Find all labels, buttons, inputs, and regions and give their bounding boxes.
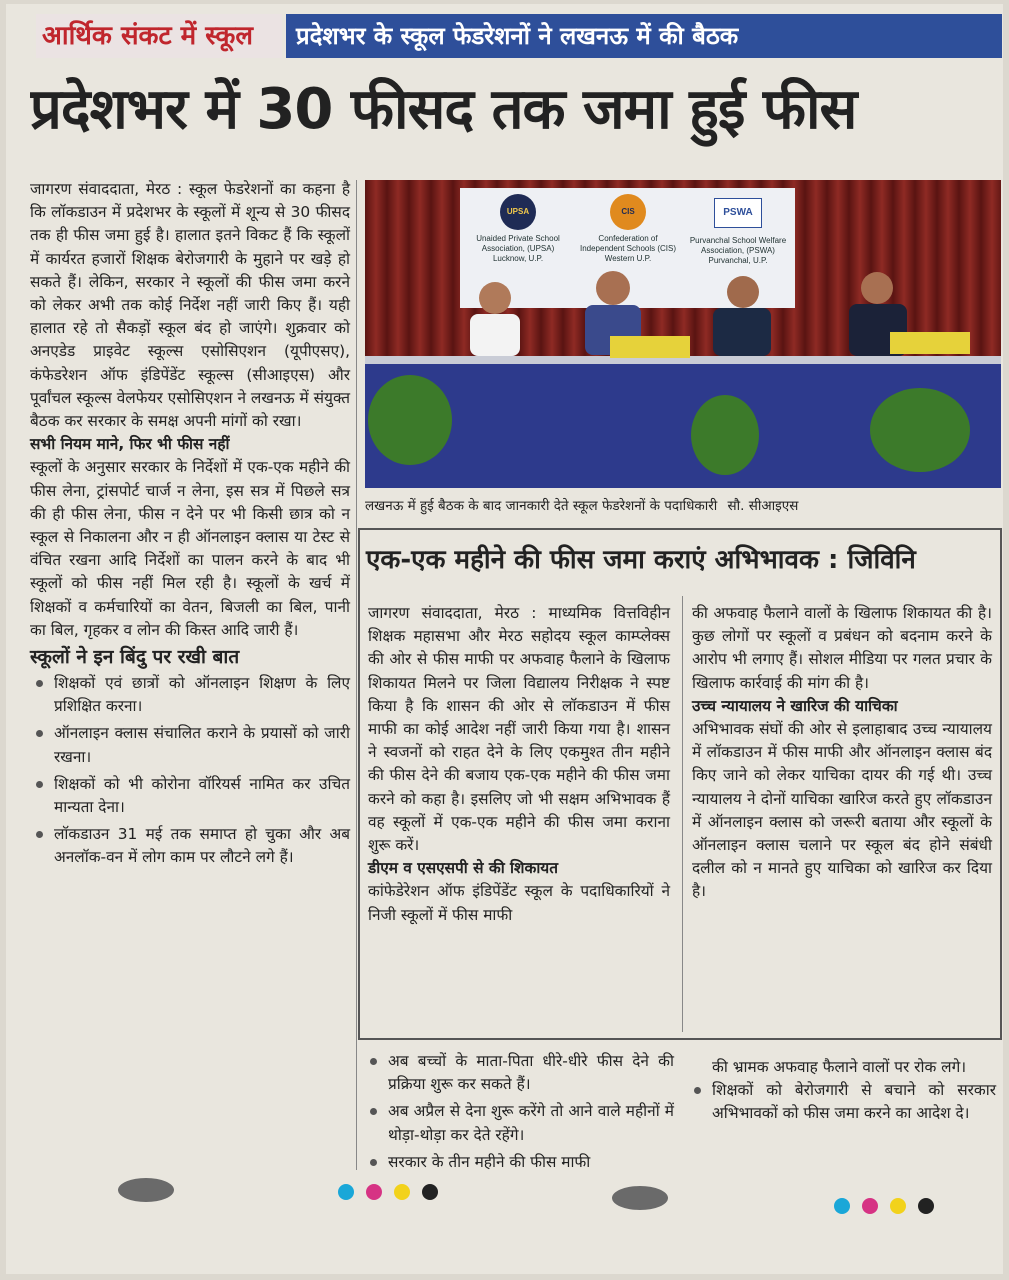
main-story-subhead-1: सभी नियम माने, फिर भी फीस नहीं [30,435,230,454]
box-story-subhead-1: डीएम व एसएसपी से की शिकायत [368,859,559,878]
box-column-rule [682,596,683,1032]
box-story-left-column [368,602,670,927]
meeting-photo [365,180,1001,488]
cis-logo: CIS [610,194,646,230]
box-story-paragraph-4: अभिभावक संघों की ओर से इलाहाबाद उच्च न्यायालय में लॉकडाउन में फीस माफी और ऑनलाइन क्लास बंद किए जाने को लेकर याचिका दायर की गई थी। उच्च न्यायालय ने दोनों याचिका खारिज करते हुए लॉकडाउन में ऑनलाइन क्लास को जरूरी बताया और स्कूलों के ऑनलाइन क्लास चलाने पर स्कूल बंद होने संबंधी दलील को न मानते हुए याचिका को खारिज कर दिया है। [692,720,992,901]
main-story-paragraph-1: जागरण संवाददाता, मेरठ : स्कूल फेडरेशनों का कहना है कि लॉकडाउन में प्रदेशभर के स्कूलों में शून्य से 30 फीसद तक ही फीस जमा हुई है। हालात इतने विकट हैं कि स्कूलों में कार्यरत हजारों शिक्षक बेरोजगारी के मुहाने पर खड़े हो सकते हैं। लेकिन, सरकार ने स्कूलों की फीस जमा करने को लेकर अभी तक कोई निर्देश नहीं जारी किए हैं। यही हालात रहे तो सैकड़ों स्कूल बंद हो जाएंगे। शुक्रवार को अनएडेड प्राइवेट स्कूल्स एसोसिएशन (यूपीएसए), कंफेडरेशन ऑफ इंडिपेंडेंट स्कूल्स (सीआइएस) और पूर्वांचल स्कूल्स वेलफेयर एसोसिएशन ने लखनऊ में संयुक्त बैठक कर सरकार के समक्ष अपनी मांगों को रखा। [30,180,350,431]
list-item: अब बच्चों के माता-पिता धीरे-धीरे फीस देने की प्रक्रिया शुरू कर सकते हैं। [364,1050,674,1096]
banner-org-1 [468,194,568,264]
box-story-paragraph-1: जागरण संवाददाता, मेरठ : माध्यमिक वित्तविहीन शिक्षक महासभा और मेरठ सहोदय स्कूल काम्प्लेक्स की ओर से फीस माफी पर अफवाह फैलाने के खिलाफ शिकायत मिलने पर जिला विद्यालय निरीक्षक ने स्पष्ट किया है कि शासन की ओर से लॉकडाउन में फीस माफी का कोई आदेश नहीं जारी किया गया है। शासन ने स्वजनों को राहत देने के लिए एकमुश्त तीन महीने की फीस देने की बजाय एक-एक महीने की फीस जमा करने को कहा है। इसलिए जो भी सक्षम अभिभावक हैं वह स्कूलों में एक-एक महीने की फीस जमा कराना शुरू करें। [368,604,670,855]
list-item: शिक्षकों एवं छात्रों को ऑनलाइन शिक्षण के लिए प्रशिक्षित करना। [30,672,350,718]
pswa-logo: PSWA [714,198,762,228]
list-item: सरकार के तीन महीने की फीस माफी [364,1151,674,1174]
ink-blot-left [118,1178,174,1202]
banner-org-3-name: Purvanchal School Welfare Association, (PSWA) Purvanchal, U.P. [689,236,787,265]
reg-dot-black [918,1198,934,1214]
section-kicker: आर्थिक संकट में स्कूल [36,14,282,58]
main-story-subhead-2: स्कूलों ने इन बिंदु पर रखी बात [30,646,240,669]
list-item: शिक्षकों को भी कोरोना वॉरियर्स नामित कर उचित मान्यता देना। [30,773,350,819]
main-headline: प्रदेशभर में 30 फीसद तक जमा हुई फीस [30,77,857,142]
points-right-continuation: की भ्रामक अफवाह फैलाने वालों पर रोक लगे। [712,1058,967,1076]
points-list-middle [364,1050,674,1174]
banner-org-1-name: Unaided Private School Association, (UPSA) Lucknow, U.P. [476,234,560,263]
reg-dot-cyan [338,1184,354,1200]
box-story-paragraph-3: की अफवाह फैलाने वालों के खिलाफ शिकायत की है। कुछ लोगों पर स्कूलों व प्रबंधन को बदनाम करने के आरोप भी लगाए हैं। सोशल मीडिया पर गलत प्रचार के खिलाफ कार्रवाई की मांग की है। [692,604,992,692]
photo-illustration [365,180,1001,488]
reg-dot-black [422,1184,438,1200]
points-list-right [688,1079,996,1125]
photo-credit: सौ. सीआइएस [727,498,799,514]
list-item: लॉकडाउन 31 मई तक समाप्त हो चुका और अब अनलॉक-वन में लोग काम पर लौटने लगे हैं। [30,823,350,869]
points-right-column [688,1056,996,1130]
banner-org-2-name: Confederation of Independent Schools (CIS) Western U.P. [579,234,677,263]
main-story-paragraph-2: स्कूलों के अनुसार सरकार के निर्देशों में एक-एक महीने की फीस लेना, ट्रांसपोर्ट चार्ज न लेना, इस सत्र में पिछले सत्र की ही फीस लेना, फीस न देने पर भी किसी छात्र को न स्कूल से निकालना और न ही ऑनलाइन क्लास या टेस्ट से वंचित रखना आदि निर्देशों का पालन करने के बाद भी स्कूलों को फीस नहीं मिल रही है। स्कूलों के खर्च में शिक्षकों व कर्मचारियों का वेतन, बिजली का बिल, पानी का बिल, गृहकर व लोन की किस्त आदि जारी हैं। [30,458,350,639]
list-item: शिक्षकों को बेरोजगारी से बचाने को सरकार अभिभावकों को फीस जमा करने का आदेश दे। [688,1079,996,1125]
photo-caption-text: लखनऊ में हुई बैठक के बाद जानकारी देते स्कूल फेडरेशनों के पदाधिकारी [365,498,718,514]
reg-dot-magenta [862,1198,878,1214]
banner-org-3 [688,194,788,266]
registration-marks-right [834,1196,944,1216]
list-item: अब अप्रैल से देना शुरू करेंगे तो आने वाले महीनों में थोड़ा-थोड़ा कर देते रहेंगे। [364,1100,674,1146]
points-list-left [30,672,350,870]
registration-marks-middle [338,1182,448,1202]
box-story-paragraph-2: कांफेडेरेशन ऑफ इंडिपेंडेंट स्कूल के पदाधिकारियों ने निजी स्कूलों में फीस माफी [368,882,670,924]
banner-org-2 [578,194,678,264]
reg-dot-yellow [890,1198,906,1214]
boxed-story-title: एक-एक महीने की फीस जमा कराएं अभिभावक : जिविनि [366,545,916,575]
reg-dot-cyan [834,1198,850,1214]
box-story-right-column [692,602,992,904]
list-item: ऑनलाइन क्लास संचालित कराने के प्रयासों को जारी रखना। [30,722,350,768]
reg-dot-yellow [394,1184,410,1200]
points-middle-column [364,1050,674,1178]
reg-dot-magenta [366,1184,382,1200]
box-story-subhead-2: उच्च न्यायालय ने खारिज की याचिका [692,696,898,715]
column-rule [356,180,357,1170]
strap-headline: प्रदेशभर के स्कूल फेडरेशनों ने लखनऊ में की बैठक [286,14,1002,58]
photo-caption [365,494,1001,518]
upsa-logo: UPSA [500,194,536,230]
ink-blot-middle [612,1186,668,1210]
main-story-column [30,178,350,874]
